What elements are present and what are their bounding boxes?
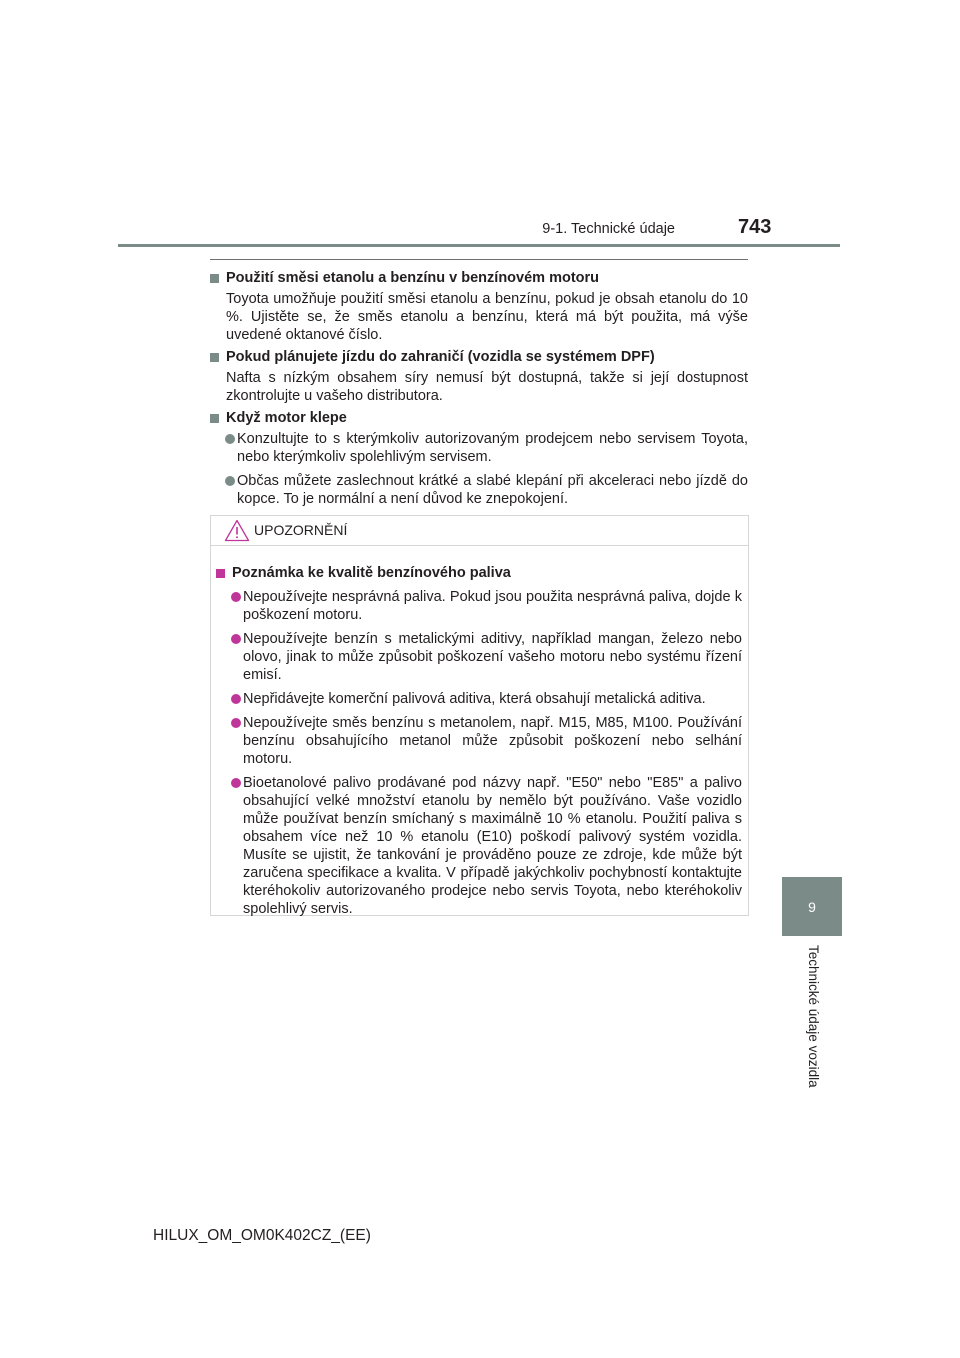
list-item: Nepoužívejte benzín s metalickými aditivy, například mangan, železo nebo olovo, jinak to může způsobit poškození vašeho motoru nebo systému řízení emisí. [216, 630, 742, 684]
round-bullet-icon [231, 694, 241, 704]
list-item: Nepoužívejte směs benzínu s metanolem, např. M15, M85, M100. Používání benzínu obsahujícího metanol může způsobit poškození nebo selhání motoru. [216, 714, 742, 768]
document-code: HILUX_OM_OM0K402CZ_(EE) [153, 1227, 371, 1244]
section-knocking [210, 409, 748, 508]
round-bullet-icon [225, 434, 235, 444]
chapter-number: 9 [808, 898, 816, 915]
main-content [210, 265, 748, 514]
warning-header [211, 516, 748, 546]
section-ethanol [210, 269, 748, 344]
section-heading: Pokud plánujete jízdu do zahraničí (vozidla se systémem DPF) [210, 348, 748, 366]
square-bullet-icon [210, 414, 219, 423]
section-heading: Když motor klepe [210, 409, 748, 427]
section-heading: Použití směsi etanolu a benzínu v benzínovém motoru [210, 269, 748, 287]
warning-triangle-icon [224, 519, 250, 542]
list-item: Bioetanolové palivo prodávané pod názvy např. "E50" nebo "E85" a palivo obsahující velké množství etanolu by nemělo být používáno. Vaše vozidlo může používat benzín smíchaný s maximálně 10 % etanolu. Použití paliva s obsahem více než 10 % etanolu (E10) poškodí palivový systém vozidla. Musíte se ujistit, že tankování je prováděno pouze ze zdroje, kde může být zaručena specifikace a kvalita. V případě jakýchkoliv pochybností kontaktujte kteréhokoliv autorizovaného prodejce nebo servis Toyota, nebo kteréhokoliv spolehlivý servis. [216, 774, 742, 918]
round-bullet-icon [231, 634, 241, 644]
warning-title: UPOZORNĚNÍ [254, 522, 348, 538]
header-divider [118, 244, 840, 247]
section-text: Nafta s nízkým obsahem síry nemusí být dostupná, takže si její dostupnost zkontrolujte u vašeho distributora. [226, 370, 748, 404]
chapter-label: Technické údaje vozidla [806, 945, 821, 1088]
list-item: Občas můžete zaslechnout krátké a slabé klepání při akceleraci nebo jízdě do kopce. To je normální a není důvod ke znepokojení. [210, 472, 748, 508]
round-bullet-icon [225, 476, 235, 486]
section-text: Toyota umožňuje použití směsi etanolu a benzínu, pokud je obsah etanolu do 10 %. Ujistěte se, že směs etanolu a benzínu, která má být použita, má výše uvedené oktanové číslo. [226, 291, 748, 343]
warning-body [211, 546, 748, 918]
page-number: 743 [738, 216, 772, 238]
warning-box [210, 515, 749, 916]
round-bullet-icon [231, 592, 241, 602]
section-abroad [210, 348, 748, 405]
list-item: Konzultujte to s kterýmkoliv autorizovaným prodejcem nebo servisem Toyota, nebo kterýmkoliv spolehlivým servisem. [210, 430, 748, 466]
chapter-tab[interactable] [782, 877, 842, 936]
list-item: Nepoužívejte nesprávná paliva. Pokud jsou použita nesprávná paliva, dojde k poškození motoru. [216, 588, 742, 624]
warning-heading: Poznámka ke kvalitě benzínového paliva [216, 564, 742, 582]
square-bullet-icon [210, 274, 219, 283]
round-bullet-icon [231, 718, 241, 728]
list-item: Nepřidávejte komerční palivová aditiva, která obsahují metalická aditiva. [216, 690, 742, 708]
square-bullet-icon [210, 353, 219, 362]
content-divider [210, 259, 748, 260]
round-bullet-icon [231, 778, 241, 788]
square-bullet-icon [216, 569, 225, 578]
section-title: 9-1. Technické údaje [542, 221, 675, 237]
